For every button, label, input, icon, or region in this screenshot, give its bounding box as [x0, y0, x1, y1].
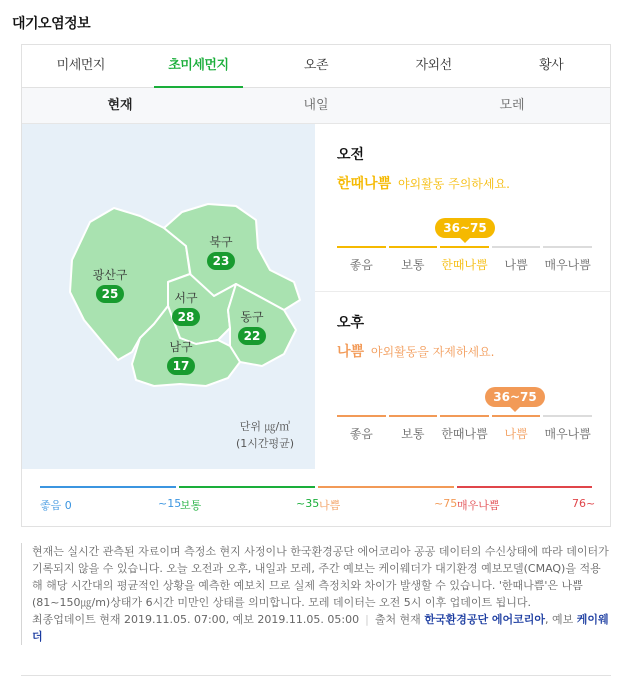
legend-bar-normal [179, 486, 315, 488]
district-nam[interactable] [156, 338, 206, 375]
level-bad: 나쁨 [492, 246, 541, 273]
tab-tomorrow[interactable]: 내일 [303, 98, 329, 113]
update-time: 최종업데이트 현재 2019.11.05. 07:00, 예보 2019.11.05. 05:00 [32, 613, 360, 626]
forecast-pm-panel [315, 292, 610, 469]
legend-normal: 보통 [180, 499, 202, 512]
legend-bar-good [40, 486, 176, 488]
legend-normal-range: ~15 [158, 497, 182, 510]
unit-caption [225, 418, 305, 452]
status-line [337, 341, 610, 361]
level-legend [40, 486, 596, 516]
tab-day-after[interactable]: 모레 [499, 98, 525, 113]
unit-average-label: (1시간평균) [235, 437, 295, 450]
tab-yellow-dust[interactable]: 황사 [539, 58, 564, 73]
period-label: 오전 [337, 147, 365, 163]
level-normal: 보통 [389, 246, 438, 273]
source-label: 출처 현재 [374, 613, 421, 626]
forecast-am-panel [315, 124, 610, 292]
tab-uv[interactable]: 자외선 [415, 58, 452, 73]
level-very-bad: 매우나쁨 [543, 415, 592, 442]
district-gwangsan[interactable] [85, 266, 135, 303]
district-name: 광산구 [92, 268, 128, 282]
level-very-bad: 매우나쁨 [543, 246, 592, 273]
district-name: 동구 [240, 310, 264, 324]
level-segments [337, 415, 592, 442]
tab-ozone[interactable]: 오존 [303, 58, 329, 73]
district-name: 서구 [174, 291, 198, 305]
tab-today[interactable]: 현재 [107, 98, 133, 113]
day-tabs [22, 88, 610, 124]
legend-bad: 나쁨 [319, 499, 341, 512]
source-link-airkorea[interactable]: 한국환경공단 에어코리아 [424, 613, 546, 626]
tab-fine-dust[interactable]: 미세먼지 [56, 58, 105, 73]
legend-bad-range: ~35 [296, 497, 320, 510]
legend-bar-very-bad [457, 486, 592, 488]
district-value-badge: 25 [96, 285, 124, 303]
district-map [22, 124, 315, 469]
district-buk[interactable] [196, 233, 246, 270]
district-seo[interactable] [161, 289, 211, 326]
legend-bar-bad [318, 486, 454, 488]
district-value-badge: 23 [207, 252, 235, 270]
update-line [32, 611, 611, 645]
tab-ultrafine-dust[interactable]: 초미세먼지 [140, 45, 258, 87]
status-word: 나쁨 [337, 344, 365, 360]
district-value-badge: 17 [167, 357, 195, 375]
level-segments [337, 246, 592, 273]
period-label: 오후 [337, 315, 365, 331]
divider [21, 675, 611, 676]
level-sometimes-bad: 한때나쁨 [440, 415, 489, 442]
status-word: 한때나쁨 [337, 176, 392, 192]
level-sometimes-bad: 한때나쁨 [440, 246, 489, 273]
level-good: 좋음 [337, 415, 386, 442]
unit-label: 단위 ㎍/㎥ [239, 420, 291, 433]
legend-very-bad-range: ~75 [434, 497, 458, 510]
source-link-kweather[interactable]: 케이웨더 [32, 613, 609, 643]
level-normal: 보통 [389, 415, 438, 442]
range-bubble: 36~75 [435, 218, 495, 238]
air-pollution-card [21, 44, 611, 527]
pollutant-tabs [22, 45, 610, 88]
range-bubble: 36~75 [485, 387, 545, 407]
district-name: 북구 [209, 235, 233, 249]
page-title: 대기오염정보 [12, 16, 91, 32]
level-bad: 나쁨 [492, 415, 541, 442]
notes-text: 현재는 실시간 관측된 자료이며 측정소 현지 사정이나 한국환경공단 에어코리아 공공 데이터의 수신상태에 따라 데이터가 기록되지 않을 수 있습니다. 오늘 오전과 오후, 내일과 모레, 주간 예보는 케이웨더가 대기환경 예보모델(CMAQ)을 적용해 해당 시간대의 평균적인 상황을 예측한 예보치 므로 실제 측정치와 차이가 발생할 수 있습니다. '한때나쁨'은 나쁨(81~150㎍/m)상태가 6시간 미만인 상태를 의미합니다. 모레 데이터는 오전 5시 이후 업데이트 됩니다. [32, 545, 609, 609]
source-mid: , 예보 [545, 613, 574, 626]
district-value-badge: 22 [238, 327, 266, 345]
legend-very-bad: 매우나쁨 [457, 499, 500, 512]
legend-max-range: 76~ [572, 497, 596, 510]
district-name: 남구 [169, 340, 193, 354]
level-good: 좋음 [337, 246, 386, 273]
data-notes [21, 543, 611, 645]
district-dong[interactable] [227, 308, 277, 345]
status-line [337, 173, 610, 193]
separator: | [365, 613, 369, 626]
status-note: 야외활동을 자제하세요. [370, 345, 495, 359]
district-value-badge: 28 [172, 308, 200, 326]
status-note: 야외활동 주의하세요. [397, 177, 510, 191]
legend-good: 좋음 0 [40, 499, 72, 512]
